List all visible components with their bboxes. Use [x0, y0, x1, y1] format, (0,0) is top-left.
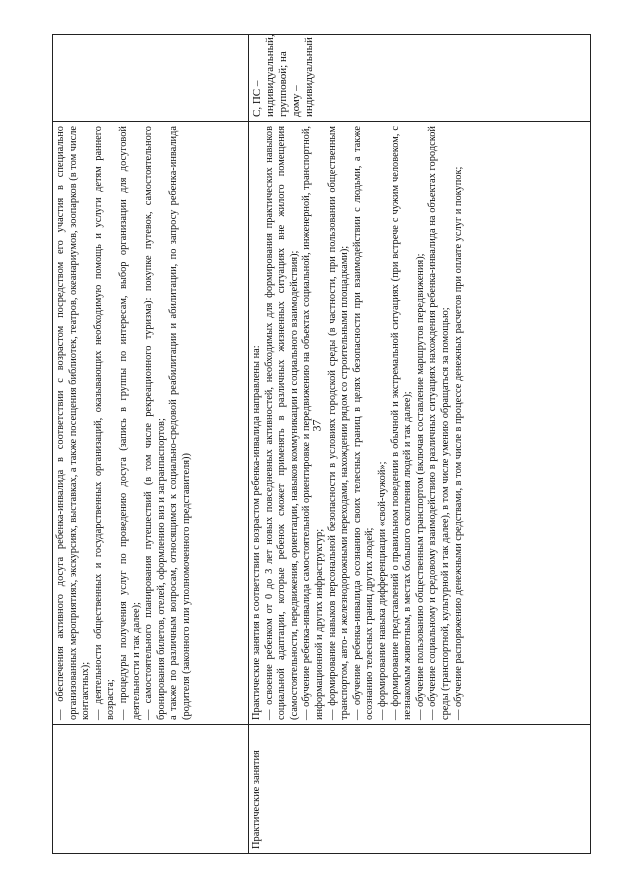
row1-line: — процедуры получения услуг по проведению досуга (запись в группы по интересам, выбор организации для досуговой деятельности и так далее); [117, 126, 142, 720]
row2-line: — обучение распоряжению денежными средствами, в том числе в процессе денежных расчетов при оплате услуг и покупок; [452, 166, 464, 720]
table-row [53, 35, 249, 854]
row2-line: — освоение ребенком от 0 до 3 лет новых повседневных активностей, необходимых для формирования практических навыков социальной адаптации, которые ребенок сможет применять в различных жизненных ситуациях вне жилого помещения (самостоятельности, передвижения, ориентации, навыков коммуникации и социального взаимодействия); [263, 126, 300, 720]
rotated-table [52, 34, 590, 854]
row2-line: — обучение ребенка-инвалида осознанию своих телесных границ в целях безопасности при взаимодействии с людьми, а также осознанию телесных границ других людей; [351, 126, 376, 720]
row1-line: — обеспечения активного досуга ребенка-инвалида в соответствии с возрастом посредством его участия в специально организованных мероприятиях, экскурсиях, выставках, а также посещения библиотек, театров, океанариумов, зоопарков (в том числе контактных); [55, 126, 92, 720]
row1-col1 [53, 725, 249, 854]
row1-line: а также по различным вопросам, относящимся к социально-средовой реабилитации и абилитации, по запросу ребенка-инвалида (родителя (законного или уполномоченного представителя)) [168, 126, 192, 720]
row1-col3 [53, 35, 249, 122]
row2-line: — формирование представлений о правильном поведении в обычной и экстремальной ситуациях (при встрече с чужим человеком, с незнакомым животным, в местах большого скопления людей и так далее); [389, 126, 414, 720]
row2-content [249, 122, 591, 725]
row1-line: — деятельности общественных и государственных организаций, оказывающих необходимую помощь и услуги детям раннего возраста; [92, 126, 117, 720]
row2-line: — обучение социальному и средовому взаимодействию в различных ситуациях нахождения ребенка-инвалида на объектах городской среды (транспортной, культурной и так далее), в том числе умению обращаться за помощью; [427, 126, 451, 720]
row2-line: Практические занятия в соответствии с возрастом ребенка-инвалида направлены на: [251, 345, 262, 720]
row2-format: С, ПС – индивидуальный, групповой; на дому – индивидуальный [249, 35, 591, 122]
row2-line: — формирование навыка дифференциации «свой-чужой»; [376, 461, 388, 720]
row2-line: — обучение пользованию общественным транспортом (включая составление маршрутов передвижения); [414, 253, 426, 720]
row1-line: — самостоятельного планирования путешествий (в том числе рекреационного туризма): покупке путевок, самостоятельного бронирования билетов, отелей, оформлению виз и загранпаспортов; [143, 126, 167, 720]
row2-title: Практические занятия [249, 725, 591, 854]
services-table [52, 34, 591, 854]
row2-line: — обучение ребенка-инвалида самостоятельной ориентировке и передвижению на объектах социальной, инженерной, транспортной, информационной и других инфраструктур; [301, 126, 325, 720]
page-number: 37 [309, 419, 324, 432]
row2-line: — формирование навыков персональной безопасности в условиях городской среды (в частности, при пользовании общественным транспортом, авто- и железнодорожными переходами, нахождении рядом со строительными площадками); [326, 126, 351, 720]
table-row [249, 35, 591, 854]
row1-content [53, 122, 249, 725]
